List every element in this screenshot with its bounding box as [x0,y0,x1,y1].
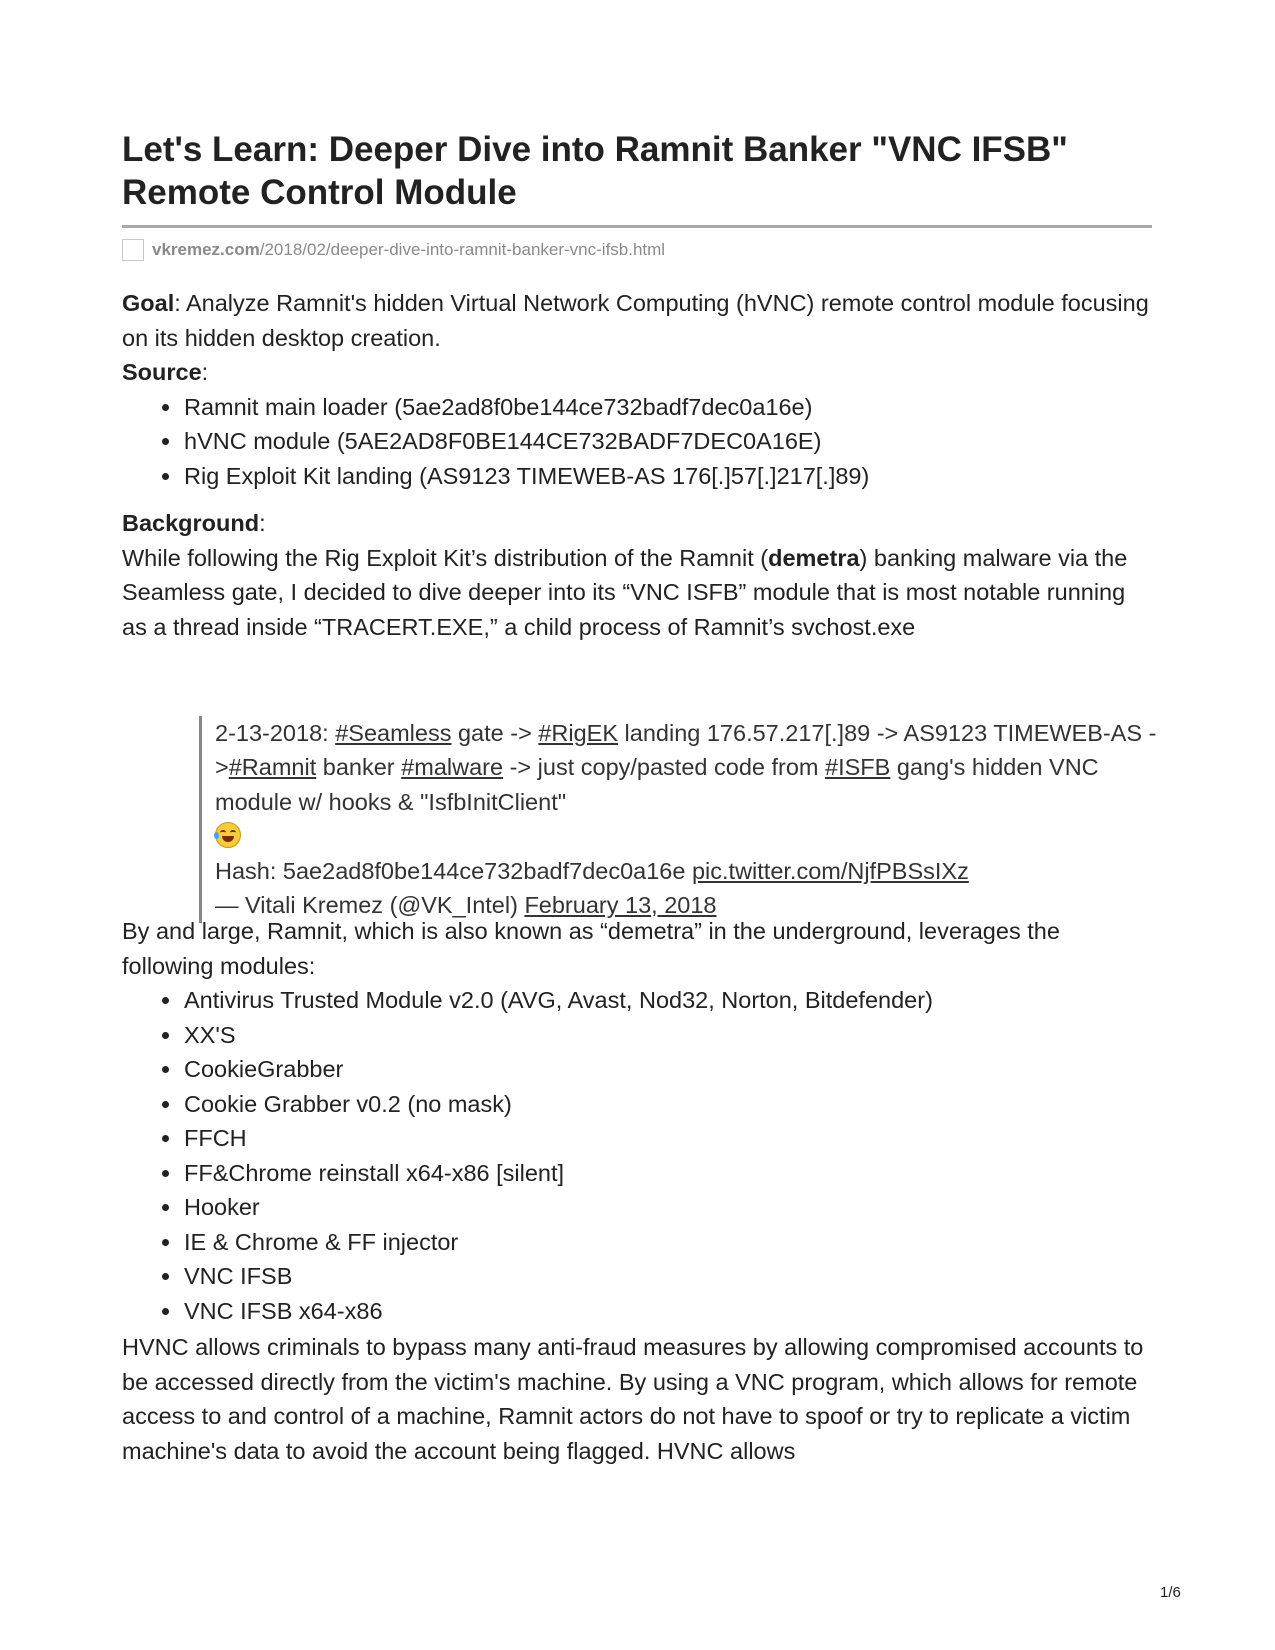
list-item: Antivirus Trusted Module v2.0 (AVG, Avast, Nod32, Norton, Bitdefender) [184,983,1152,1018]
source-label: Source [122,359,202,385]
modules-list [122,983,1152,1328]
source-url-row [122,238,665,262]
background-section [122,506,1152,644]
hashtag-link[interactable]: #RigEK [538,719,619,746]
hashtag-link[interactable]: #Ramnit [228,754,317,780]
goal-label: Goal [122,290,175,316]
list-item: FFCH [184,1121,1152,1156]
tweet-date-link[interactable]: February 13, 2018 [524,892,717,918]
list-item: CookieGrabber [184,1052,1152,1087]
background-text: ) banking malware via the Seamless gate, I decided to dive deeper into its “VNC ISFB” module that is most notable running as a thread inside “TRACERT.EXE,” a child process of Ramnit’s svchost.exe [122,544,1128,640]
tweet-hash-line [215,854,1175,889]
hvnc-section [122,1330,1152,1468]
list-item: VNC IFSB x64-x86 [184,1294,1152,1329]
modules-intro: By and large, Ramnit, which is also known as “demetra” in the underground, leverages the following modules: [122,918,1060,979]
source-url[interactable] [152,240,665,260]
tweet-body [215,716,1175,820]
list-item: Hooker [184,1190,1152,1225]
goal-section [122,286,1152,493]
embedded-tweet [199,716,1175,923]
article-title: Let's Learn: Deeper Dive into Ramnit Banker "VNC IFSB" Remote Control Module [122,130,1068,212]
url-domain: vkremez.com [152,240,260,259]
source-list [122,390,1152,494]
tweet-hash: Hash: 5ae2ad8f0be144ce732badf7dec0a16e [215,857,692,884]
modules-section [122,914,1152,1328]
tweet-text: gate -> [451,719,539,746]
tweet-text: 2-13-2018: [215,719,336,746]
hvnc-paragraph: HVNC allows criminals to bypass many anti-fraud measures by allowing compromised accounts to be accessed directly from the victim's machine. By using a VNC program, which allows for remote access to and control of a machine, Ramnit actors do not have to spoof or try to replicate a victim machine's data to avoid the account being flagged. HVNC allows [122,1334,1144,1464]
background-bold: demetra [768,544,860,571]
list-item: Ramnit main loader (5ae2ad8f0be144ce732badf7dec0a16e) [184,390,1152,425]
list-item: hVNC module (5AE2AD8F0BE144CE732BADF7DEC0A16E) [184,424,1152,459]
background-label: Background [122,510,260,536]
page-number: 1/6 [1160,1584,1181,1601]
hashtag-link[interactable]: #malware [401,754,504,780]
tweet-text: -> just copy/pasted code from [503,754,826,780]
goal-paragraph [122,286,1152,355]
list-item: XX'S [184,1018,1152,1053]
tweet-text: landing 176.57.217[.]89 -> AS9123 TIMEWEB-AS -> [215,719,1157,780]
list-item: FF&Chrome reinstall x64-x86 [silent] [184,1156,1152,1191]
tweet-text: banker [316,754,402,780]
favicon-icon [122,239,144,261]
list-item: IE & Chrome & FF injector [184,1225,1152,1260]
background-paragraph [122,541,1152,645]
tweet-author: — Vitali Kremez (@VK_Intel) [215,892,525,918]
list-item: Cookie Grabber v0.2 (no mask) [184,1087,1152,1122]
goal-text: : Analyze Ramnit's hidden Virtual Network Computing (hVNC) remote control module focusing on its hidden desktop creation. [122,290,1149,351]
list-item: VNC IFSB [184,1259,1152,1294]
source-heading [122,355,1152,390]
background-colon: : [259,510,266,536]
background-text: While following the Rig Exploit Kit’s distribution of the Ramnit ( [122,544,769,571]
emoji-line [215,819,1175,854]
url-path: /2018/02/deeper-dive-into-ramnit-banker-vnc-ifsb.html [259,240,666,259]
hashtag-link[interactable]: #Seamless [335,719,452,746]
pic-link[interactable]: pic.twitter.com/NjfPBSsIXz [691,857,969,884]
source-colon: : [201,359,209,385]
title-divider [122,225,1152,228]
hashtag-link[interactable]: #ISFB [825,754,891,780]
background-heading [122,506,1152,541]
face-with-tears-of-joy-icon [215,822,241,848]
list-item: Rig Exploit Kit landing (AS9123 TIMEWEB-AS 176[.]57[.]217[.]89) [184,459,1152,494]
tweet-text: gang's hidden VNC module w/ hooks & "IsfbInitClient" [215,754,1099,815]
